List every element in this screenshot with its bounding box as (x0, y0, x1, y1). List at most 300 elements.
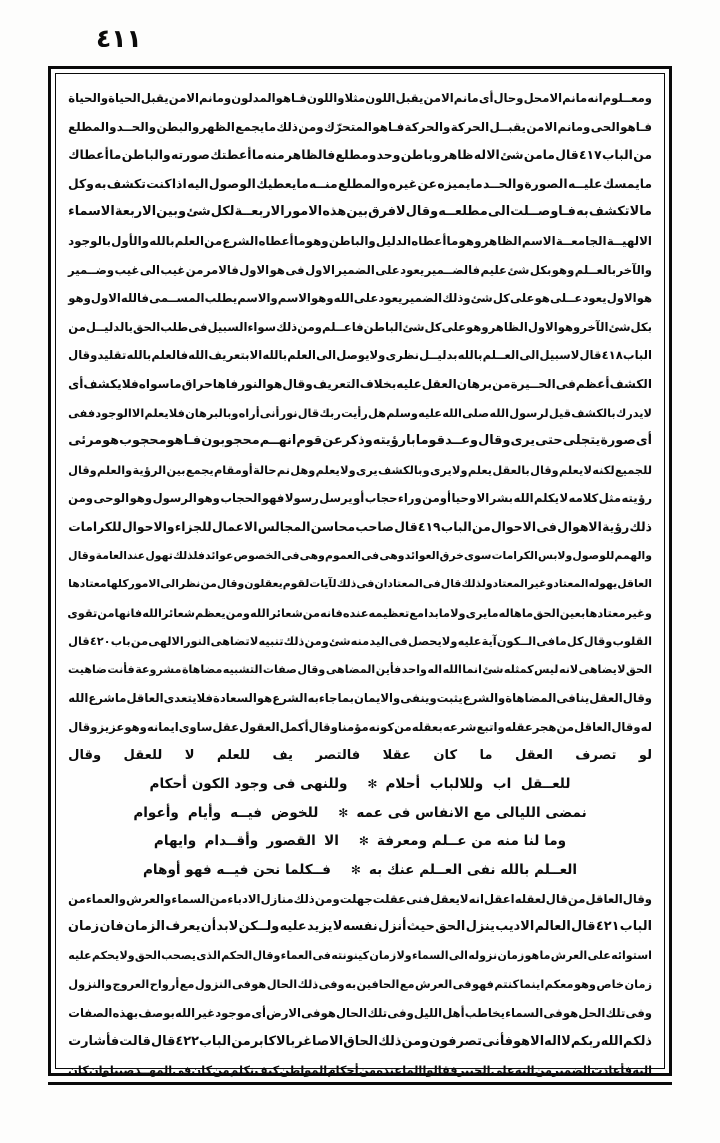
text-line (68, 313, 652, 342)
text-word: منه (264, 148, 285, 163)
text-word: قال (68, 634, 90, 649)
text-word: استوائه (611, 948, 652, 962)
text-word: السماء (411, 948, 449, 962)
text-word: فـاهو (620, 119, 652, 134)
text-word: فى (452, 977, 472, 992)
text-word: بدليــل (419, 348, 458, 363)
text-word: كمثله (503, 662, 534, 676)
text-word: زمان (624, 977, 652, 992)
text-word: ان (374, 577, 388, 591)
text-word: كان (191, 1063, 213, 1078)
text-word: بتعر (226, 348, 250, 363)
text-word: مشروعة (135, 662, 182, 676)
text-word: ومن (297, 319, 323, 334)
text-word: أنزل (378, 919, 407, 935)
text-word: سوى (464, 548, 492, 562)
text-word: من (394, 720, 412, 735)
text-word: عنده (376, 1063, 402, 1078)
text-word: منــه (309, 176, 338, 191)
text-word: وقال (216, 577, 245, 591)
text-word: من (130, 634, 149, 649)
text-word: الذى (196, 948, 221, 962)
text-word: قيل (548, 405, 571, 420)
text-word: ولا (340, 462, 356, 477)
text-word: واللون (306, 91, 345, 105)
text-word: ذلك (629, 519, 652, 534)
text-word: ولا (396, 948, 412, 962)
text-word: سواء (247, 319, 277, 334)
text-word: معكم (544, 977, 574, 992)
text-word: ولا (119, 948, 135, 962)
text-word: وهو (573, 977, 596, 992)
text-word: به (344, 977, 357, 992)
text-word: من (200, 577, 217, 591)
text-word: صورته (171, 148, 210, 163)
text-word: اليه (187, 176, 209, 191)
text-word: نور (279, 405, 298, 420)
text-word: انه (587, 91, 603, 105)
text-word: زمان (68, 919, 100, 935)
text-word: السبيل (207, 319, 248, 334)
text-word: مرئى (68, 433, 103, 449)
text-word: الى (160, 577, 179, 591)
text-word: والباطن (328, 233, 376, 248)
text-word: يعقلون (244, 577, 283, 591)
text-word: الوحى (93, 491, 130, 506)
text-word: ومن (298, 119, 324, 134)
text-word: الكشف (609, 376, 652, 391)
text-word: وحد (376, 148, 401, 163)
text-word: بوصف (138, 1006, 175, 1020)
text-word: العالم (534, 919, 571, 935)
text-word: عليم (480, 262, 507, 277)
text-word: لا (184, 747, 195, 763)
text-word: شعائر (269, 605, 303, 620)
text-word: بالله (262, 348, 288, 363)
verse-separator-icon: ✻ (350, 863, 361, 878)
text-word: نزوله (468, 948, 498, 962)
text-word: فى (172, 1063, 192, 1078)
text-word: لابد (216, 919, 239, 935)
text-word: وهل (290, 462, 316, 477)
text-word: ية (602, 519, 615, 534)
text-word: الامن (526, 119, 558, 134)
text-word: بكل (529, 262, 552, 277)
text-word: الوصول (208, 176, 256, 191)
text-word: الله (600, 1033, 623, 1049)
text-word: وهو (311, 291, 334, 306)
text-word: يتعدى (163, 691, 197, 706)
text-word: واحد (401, 662, 427, 676)
text-word: لكل (210, 204, 235, 220)
text-word: الاربعــة (234, 204, 285, 220)
text-word: على (490, 1063, 515, 1078)
text-word: ٤٢١ (595, 919, 620, 935)
text-word: المعتاد (553, 577, 589, 591)
text-word: بالله (149, 233, 175, 248)
text-word: كنت (146, 176, 172, 191)
text-word: والهمم (614, 548, 652, 562)
text-word: مانم (453, 91, 479, 105)
text-word: له (640, 720, 652, 735)
text-word: أعطاه (258, 233, 294, 248)
text-word: باب (110, 634, 131, 649)
text-word: قال (579, 348, 602, 363)
text-word: رسولا (284, 491, 319, 506)
text-word: المتحرّك (323, 119, 372, 134)
text-word: قال (571, 919, 596, 935)
text-word: عليه (457, 634, 482, 649)
text-word: فالتصر (315, 747, 361, 763)
text-word: اللون (365, 91, 396, 105)
text-word: ذلك (336, 577, 357, 591)
text-word: للعقل (123, 747, 163, 763)
text-word: الى (487, 204, 511, 220)
text-word: والنزول (68, 977, 113, 992)
text-line (68, 198, 652, 227)
text-word: والمطلع (68, 119, 117, 134)
verse-hemistich-left: وللنهى فى وجود الكون أحكام (149, 776, 348, 793)
text-word: بون (201, 433, 226, 449)
text-line (68, 999, 652, 1028)
text-word: الا (131, 405, 145, 420)
text-word: وهو (129, 491, 153, 506)
text-word: لا (249, 634, 259, 649)
text-word: به (576, 204, 589, 220)
text-line (68, 599, 652, 628)
text-word: بين (346, 204, 368, 220)
text-word: اينما (519, 977, 545, 992)
text-word: ظاهر (441, 148, 474, 163)
text-word: ٤٢٠ (89, 634, 111, 649)
verse-hemistich-left: فــكلما نحن فيــه فهو أوهام (142, 862, 331, 879)
text-word: العقل (421, 376, 457, 391)
text-word: الضمير (402, 291, 443, 306)
text-word: كنتم (494, 977, 520, 992)
text-word: معتادها (585, 605, 626, 620)
text-word: لو (638, 747, 652, 763)
text-word: الامور (128, 577, 161, 591)
text-word: الاسم (521, 233, 556, 248)
text-word: مع (179, 977, 195, 992)
text-word: ينزل (465, 919, 495, 935)
text-word: قالت (119, 1033, 151, 1049)
text-word: له (473, 148, 487, 163)
text-word: يعود (400, 262, 425, 277)
text-word: هو (513, 1033, 531, 1049)
text-word: كيف (254, 1063, 280, 1078)
text-word: يجمع (185, 462, 214, 477)
text-word: الاسم (277, 291, 311, 306)
text-word: أعظم (575, 376, 610, 391)
text-word: فى (555, 376, 576, 391)
text-line (68, 570, 652, 599)
text-word: الالهى (148, 634, 184, 649)
text-word: الكرامات (491, 548, 538, 562)
text-word: فى (536, 634, 556, 649)
text-word: برهان (456, 376, 493, 391)
text-word: وفى (387, 1006, 414, 1020)
text-word: والحركة (404, 119, 451, 134)
text-word: ية (132, 462, 144, 477)
text-word: يعود (582, 291, 607, 306)
text-word: أى (251, 1006, 266, 1020)
text-word: مايميزه (437, 176, 483, 191)
text-word: كلها (106, 577, 129, 591)
text-word: اليد (369, 634, 389, 649)
text-word: الظاهر (488, 319, 528, 334)
text-word: يعلم (467, 462, 493, 477)
text-word: كان (68, 1063, 89, 1078)
text-word: بين (166, 462, 186, 477)
text-word: الحاق (343, 1033, 379, 1049)
text-word: هو (534, 291, 550, 306)
poem-verse (68, 799, 652, 828)
text-word: بك (319, 405, 335, 420)
text-body (67, 84, 652, 1078)
text-word: اليه (632, 1063, 652, 1078)
text-word: يف (272, 747, 294, 763)
text-word: ما (169, 376, 182, 391)
text-word: أعطاه (411, 233, 447, 248)
text-word: العوائد (404, 548, 440, 562)
text-word: مع (409, 605, 425, 620)
text-line (68, 256, 652, 285)
text-word: القلوب (612, 634, 652, 649)
text-word: أومن (422, 491, 451, 506)
text-word: هو (320, 1006, 336, 1020)
text-word: مايمسك (602, 176, 652, 191)
text-word: والحــد (483, 176, 525, 191)
text-word: فلا (168, 405, 185, 420)
text-word: رؤ (638, 491, 652, 506)
text-word: بشر (489, 491, 514, 506)
text-word: الامحل (523, 91, 563, 105)
text-word: السعادة (213, 691, 257, 706)
text-line (68, 141, 652, 170)
text-word: العقول (239, 720, 280, 735)
text-word: به (94, 176, 107, 191)
text-word: قال (297, 405, 320, 420)
text-word: فى (388, 634, 408, 649)
text-word: فى (536, 519, 557, 534)
text-word: المعتاد (492, 577, 528, 591)
text-word: الله (442, 662, 462, 676)
text-word: المضاهاة (505, 691, 557, 706)
text-word: ر (334, 405, 341, 420)
text-word: قوما (415, 433, 446, 449)
text-word: وهو (68, 291, 91, 306)
text-word: يتجلى (562, 433, 601, 449)
text-word: للجميع (614, 462, 652, 477)
text-word: وحال (493, 91, 524, 105)
text-word: الآخر (580, 319, 609, 334)
text-word: بالعقل (492, 462, 530, 477)
text-word: قال (555, 148, 579, 163)
text-word: من (185, 262, 204, 277)
text-word: لرسول (509, 405, 549, 420)
text-word: الباب (622, 348, 652, 363)
text-word: وهو (197, 491, 220, 506)
text-word: وقال (68, 747, 102, 763)
text-word: و (433, 148, 441, 163)
text-word: المضاهى (325, 662, 376, 676)
text-word: تكشف (106, 176, 146, 191)
text-word: والاحوال (121, 519, 175, 534)
text-word: ذلك (293, 891, 315, 906)
text-word: ولا (369, 348, 386, 363)
text-word: ينفى (400, 691, 430, 706)
text-word: بعين (559, 605, 586, 620)
text-word: ولابس (538, 548, 573, 562)
text-word: لاسبيل (539, 348, 580, 363)
text-word: العلم (174, 233, 205, 248)
text-word: الباطن (363, 319, 403, 334)
text-word: خرق (439, 548, 464, 562)
text-line (68, 627, 652, 656)
text-word: العاقل (574, 720, 612, 735)
text-word: غيره (388, 176, 418, 191)
text-word: على (375, 262, 400, 277)
text-word: الحركة (450, 119, 490, 134)
text-word: يعرف (165, 919, 201, 935)
text-word: انه (468, 891, 484, 906)
text-word: الخبير (457, 1063, 491, 1078)
text-word: العقل (589, 691, 623, 706)
text-word: ما (251, 148, 265, 163)
text-word: رأيت (341, 405, 368, 420)
text-word: من (68, 891, 86, 906)
text-word: الحافين (356, 977, 400, 992)
text-word: بعقله (411, 720, 443, 735)
text-word: أحكام (327, 1063, 359, 1078)
text-word: وذلك (442, 291, 471, 306)
text-word: فاها (212, 376, 239, 391)
text-word: وقال (622, 891, 652, 906)
text-word: والمطلع (338, 176, 389, 191)
text-word: من (209, 891, 228, 906)
text-word: فى (231, 977, 251, 992)
text-word: الحق (435, 919, 466, 935)
poem-verse (68, 770, 652, 799)
text-word: اذا (171, 176, 187, 191)
text-word: و (422, 462, 430, 477)
text-word: صبيا (109, 1063, 135, 1078)
text-word: شئ (186, 204, 211, 220)
text-word: العماء (280, 948, 313, 962)
text-word: لكنه (592, 462, 615, 477)
text-word: والعماء (85, 891, 126, 906)
text-word: ولا (450, 605, 466, 620)
text-word: فالضــمير (424, 262, 481, 277)
text-word: فقالوا (422, 1063, 458, 1078)
text-word: هو (266, 376, 283, 391)
text-word: ولــكن (238, 919, 280, 935)
text-word: الحق (626, 662, 652, 676)
text-word: بالا (275, 1033, 296, 1049)
text-word: صفات (262, 662, 297, 676)
text-word: للعلم (216, 747, 251, 763)
text-word: ما (487, 605, 499, 620)
text-word: والاسم (237, 291, 278, 306)
text-word: العــلم (482, 348, 520, 363)
text-word: ٤٢٢ (175, 1033, 199, 1049)
text-word: للكرامات (68, 519, 122, 534)
text-word: يقبل (140, 91, 169, 105)
text-word: ولذلك (461, 577, 493, 591)
text-word: الباب (199, 1033, 232, 1049)
text-word: ما (114, 691, 127, 706)
text-word: والعلم (97, 462, 133, 477)
text-word: ومن (225, 605, 250, 620)
text-word: فنى (406, 891, 431, 906)
text-word: بالكشف (571, 405, 616, 420)
text-word: والبطن (156, 119, 200, 134)
text-word: حيث (406, 919, 435, 935)
text-word: اليه (514, 1063, 535, 1078)
text-word: عقلت (372, 891, 407, 906)
text-word: يعلم (144, 405, 169, 420)
text-word: من (492, 376, 511, 391)
text-word: تقوى (67, 605, 98, 620)
text-word: يف (208, 348, 227, 363)
text-word: الضمير (552, 1063, 591, 1078)
text-word: يكلم (534, 491, 559, 506)
text-word: محجوب (119, 433, 167, 449)
text-word: شئ (500, 148, 524, 163)
text-word: سواه (138, 376, 170, 391)
text-word: تنبيه (258, 634, 284, 649)
text-word: وهو (557, 319, 581, 334)
text-word: بالله (126, 348, 152, 363)
text-word: صاحب (355, 519, 394, 534)
text-word: المســمى (149, 291, 205, 306)
text-word: الصورة (524, 176, 568, 191)
text-word: أعطتك (210, 148, 252, 163)
text-word: و (429, 691, 437, 706)
text-word: الحى (590, 119, 620, 134)
text-word: بما (337, 691, 355, 706)
page-number: ٤١١ (96, 24, 142, 53)
text-word: فى (188, 319, 208, 334)
text-word: ما (446, 233, 459, 248)
text-word: طلب (160, 319, 189, 334)
text-word: الشرع (272, 691, 308, 706)
text-word: عليه (279, 919, 307, 935)
text-word: عن (417, 176, 438, 191)
text-word: العاقل (126, 691, 164, 706)
text-word: فأعادت (591, 1063, 633, 1078)
text-word: للوصول (572, 548, 615, 562)
text-word: ولا (441, 634, 458, 649)
text-word: الحــيرة (510, 376, 556, 391)
text-word: لا (332, 919, 343, 935)
text-word: تهول (145, 548, 173, 562)
text-word: من (68, 319, 86, 334)
text-word: الاصاغر (295, 1033, 344, 1049)
text-line (68, 942, 652, 971)
text-word: يعظم (195, 605, 226, 620)
text-word: مطلعــه (438, 204, 488, 220)
text-word: الى (139, 262, 160, 277)
text-word: لا (561, 1033, 571, 1049)
text-word: يته (372, 433, 391, 449)
text-word: والايمان (354, 691, 401, 706)
text-word: مثلا (344, 91, 366, 105)
text-line (68, 484, 652, 513)
text-line (68, 742, 652, 771)
verse-hemistich-right: وما لنا منه من عــلم ومعرفة (376, 833, 567, 850)
